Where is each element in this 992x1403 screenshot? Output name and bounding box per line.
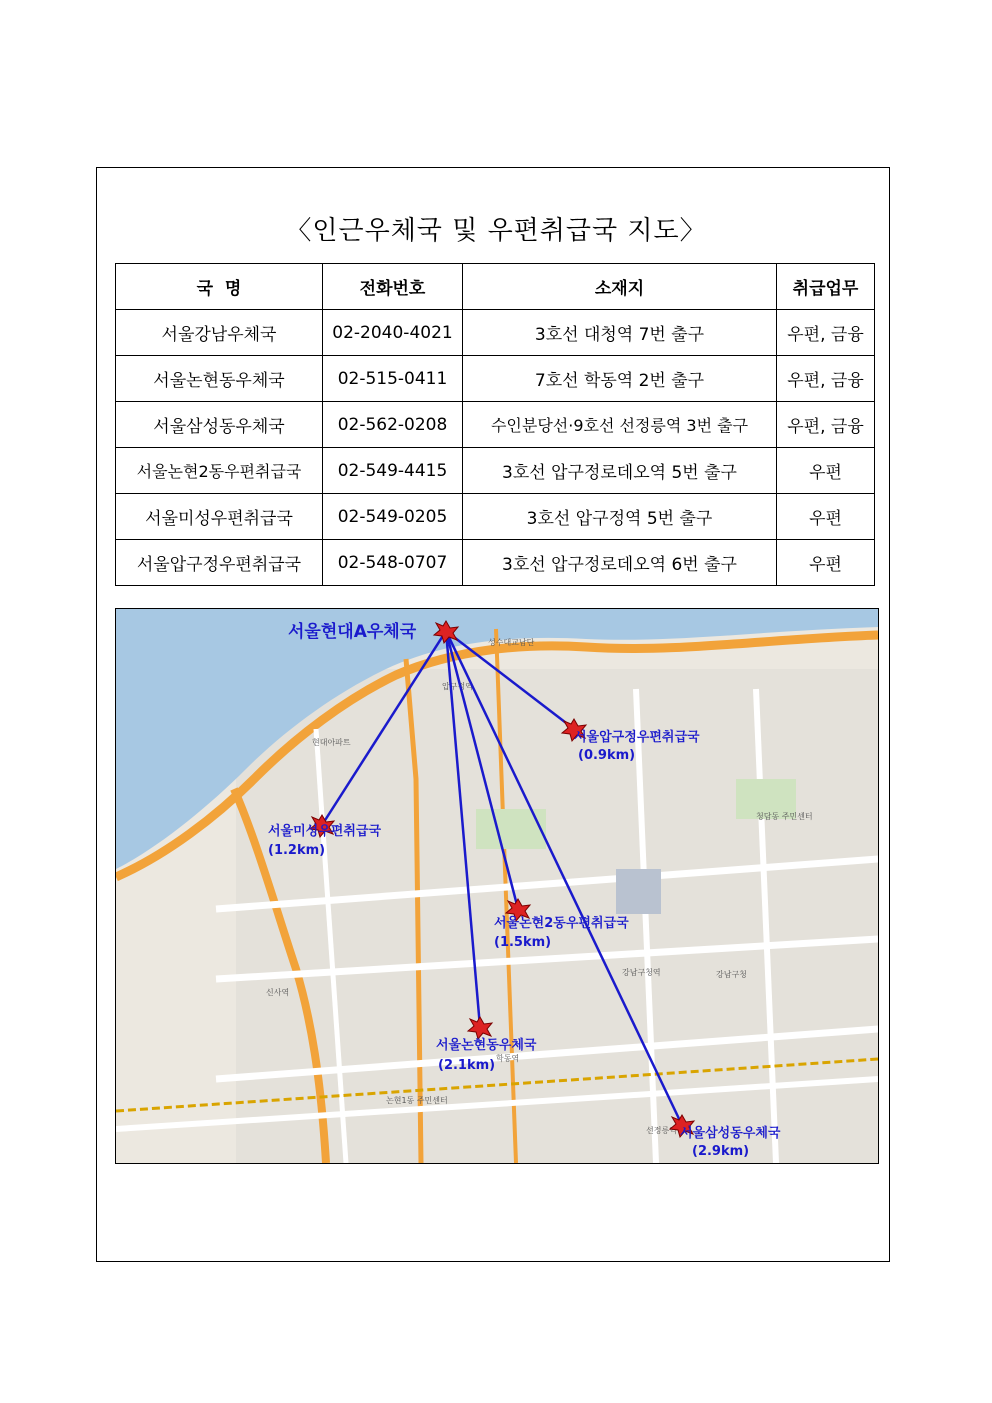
cell-name: 서울압구정우편취급국	[116, 540, 323, 586]
place-label: 청담동 주민센터	[756, 812, 813, 821]
place-label: 학동역	[496, 1054, 520, 1063]
destination-label: 서울미성우편취급국	[268, 824, 382, 839]
cell-location: 3호선 압구정로데오역 6번 출구	[463, 540, 777, 586]
cell-name: 서울미성우편취급국	[116, 494, 323, 540]
post-office-table	[115, 263, 875, 586]
cell-location: 3호선 압구정역 5번 출구	[463, 494, 777, 540]
destination-label: 서울논현동우체국	[436, 1038, 537, 1053]
place-label: 성수대교남단	[488, 638, 535, 647]
place-label: 논현1동 주민센터	[386, 1096, 448, 1105]
table-row	[116, 402, 875, 448]
cell-phone: 02-548-0707	[323, 540, 463, 586]
cell-phone: 02-549-0205	[323, 494, 463, 540]
table-row	[116, 448, 875, 494]
header-name: 국 명	[116, 264, 323, 310]
cell-location: 7호선 학동역 2번 출구	[463, 356, 777, 402]
origin-label: 서울현대A우체국	[288, 622, 417, 642]
place-label: 강남구청	[716, 970, 747, 979]
cell-phone: 02-549-4415	[323, 448, 463, 494]
place-label: 신사역	[266, 988, 290, 997]
destination-distance: (1.2km)	[268, 843, 326, 858]
cell-name: 서울논현동우체국	[116, 356, 323, 402]
destination-distance: (2.1km)	[438, 1058, 496, 1073]
cell-service: 우편	[777, 494, 875, 540]
school-block	[616, 869, 661, 914]
post-office-map	[115, 608, 879, 1164]
page-title: 〈인근우체국 및 우편취급국 지도〉	[285, 216, 707, 246]
destination-distance: (2.9km)	[692, 1144, 750, 1159]
table-header-row	[116, 264, 875, 310]
destination-distance: (1.5km)	[494, 935, 552, 950]
cell-location: 3호선 대청역 7번 출구	[463, 310, 777, 356]
map-canvas	[116, 609, 878, 1163]
dosan-park	[476, 809, 546, 849]
header-service: 취급업무	[777, 264, 875, 310]
cell-phone: 02-562-0208	[323, 402, 463, 448]
table-row	[116, 356, 875, 402]
cell-location: 3호선 압구정로데오역 5번 출구	[463, 448, 777, 494]
table-row	[116, 540, 875, 586]
header-location: 소재지	[463, 264, 777, 310]
cell-name: 서울강남우체국	[116, 310, 323, 356]
cell-name: 서울삼성동우체국	[116, 402, 323, 448]
table-row	[116, 494, 875, 540]
place-label: 현대아파트	[312, 738, 351, 747]
table-row	[116, 310, 875, 356]
destination-distance: (0.9km)	[578, 748, 636, 763]
cell-service: 우편, 금융	[777, 402, 875, 448]
cell-phone: 02-515-0411	[323, 356, 463, 402]
cell-service: 우편	[777, 540, 875, 586]
cell-service: 우편	[777, 448, 875, 494]
cell-service: 우편, 금융	[777, 310, 875, 356]
destination-label: 서울논현2동우편취급국	[494, 916, 629, 931]
destination-label: 서울압구정우편취급국	[574, 730, 700, 745]
cell-phone: 02-2040-4021	[323, 310, 463, 356]
cell-location: 수인분당선·9호선 선정릉역 3번 출구	[463, 402, 777, 448]
cell-name: 서울논현2동우편취급국	[116, 448, 323, 494]
header-phone: 전화번호	[323, 264, 463, 310]
cell-service: 우편, 금융	[777, 356, 875, 402]
place-label: 압구정역	[442, 682, 473, 691]
place-label: 강남구청역	[622, 968, 661, 977]
place-label: 선정릉역	[646, 1126, 677, 1135]
destination-label: 서울삼성동우체국	[680, 1126, 781, 1141]
